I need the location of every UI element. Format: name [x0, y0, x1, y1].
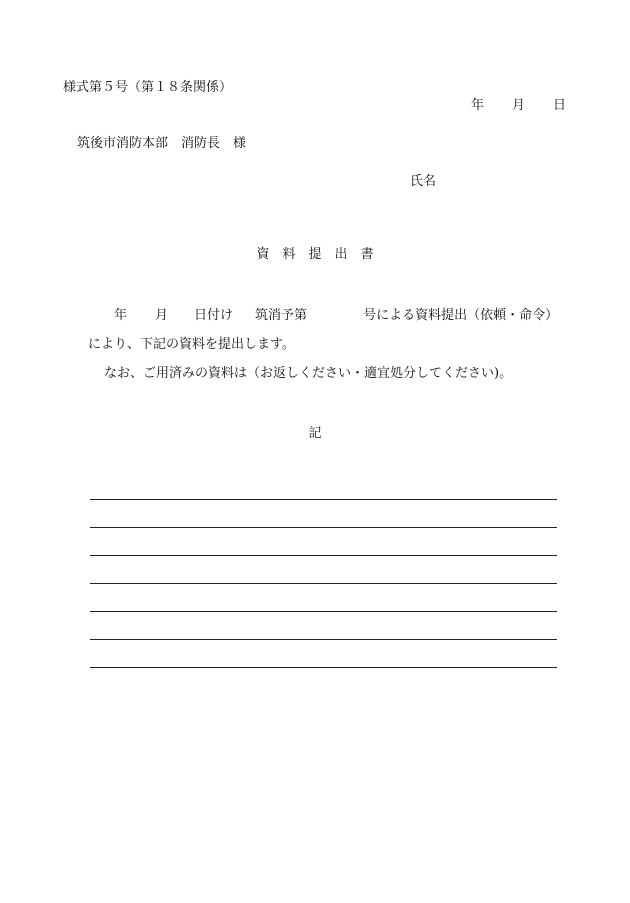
- document-title: 資 料 提 出 書: [256, 247, 374, 262]
- date-line: [471, 98, 566, 114]
- blank-line: [90, 639, 557, 667]
- blank-line: [90, 611, 557, 639]
- body-dated: 日付け: [194, 308, 234, 323]
- body-ref-suffix: 号による資料提出（依頼・命令）: [363, 308, 559, 323]
- addressee: 筑後市消防本部 消防長 様: [77, 136, 247, 151]
- body-year: 年: [114, 308, 128, 323]
- body-month: 月: [155, 308, 169, 323]
- blank-line: [90, 499, 557, 527]
- body-line-2: により、下記の資料を提出します。: [88, 337, 295, 352]
- blank-line: [90, 667, 557, 695]
- form-number: 様式第５号（第１８条関係）: [63, 80, 233, 95]
- ki-heading: 記: [308, 426, 322, 441]
- blank-lines: [90, 499, 557, 695]
- name-label: 氏名: [410, 174, 437, 189]
- body-ref-prefix: 筑消予第: [255, 308, 308, 323]
- blank-line: [90, 583, 557, 611]
- blank-line: [90, 555, 557, 583]
- date-day: 日: [552, 98, 566, 113]
- date-month: 月: [511, 98, 525, 113]
- body-line-1: [114, 308, 558, 324]
- body-line-3: なお、ご用済みの資料は（お返しください・適宜処分してください)。: [104, 366, 513, 381]
- date-year: 年: [470, 98, 484, 113]
- blank-line: [90, 527, 557, 555]
